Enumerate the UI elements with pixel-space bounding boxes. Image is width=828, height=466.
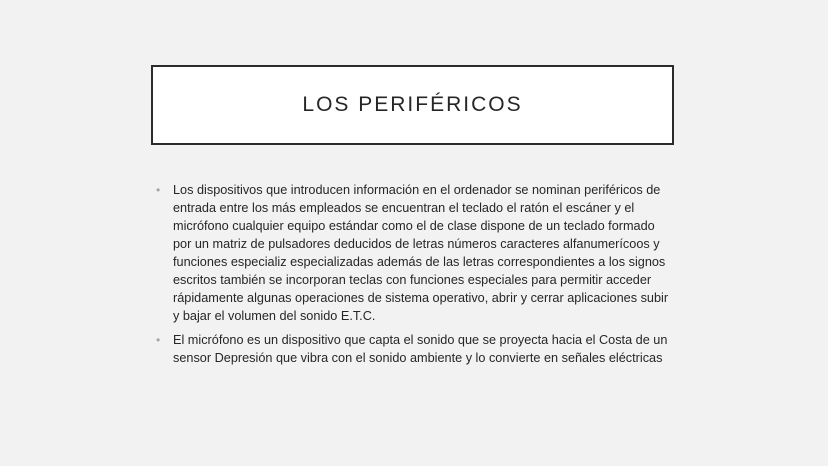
bullet-item bbox=[156, 331, 676, 367]
slide-title: LOS PERIFÉRICOS bbox=[302, 93, 523, 116]
bullet-icon: • bbox=[156, 333, 161, 347]
bullet-text: Los dispositivos que introducen información en el ordenador se nominan periféricos de entrada entre los más empleados se encuentran el teclado el ratón el escáner y el micrófono cualquier equipo estándar como el de clase dispone de un teclado formado por un matriz de pulsadores deducidos de letras números caracteres alfanumerícoos y funciones especializ especializadas además de las letras correspondientes a los signos escritos también se incorporan teclas con funciones especiales para permitir acceder rápidamente algunas operaciones de sistema operativo, abrir y cerrar aplicaciones subir y bajar el volumen del sonido E.T.C. bbox=[173, 183, 669, 323]
bullet-item bbox=[156, 181, 676, 325]
title-box bbox=[151, 65, 674, 145]
bullet-list bbox=[156, 181, 676, 373]
bullet-icon: • bbox=[156, 183, 161, 197]
bullet-text: El micrófono es un dispositivo que capta el sonido que se proyecta hacia el Costa de un sensor Depresión que vibra con el sonido ambiente y lo convierte en señales eléctricas bbox=[173, 333, 668, 365]
